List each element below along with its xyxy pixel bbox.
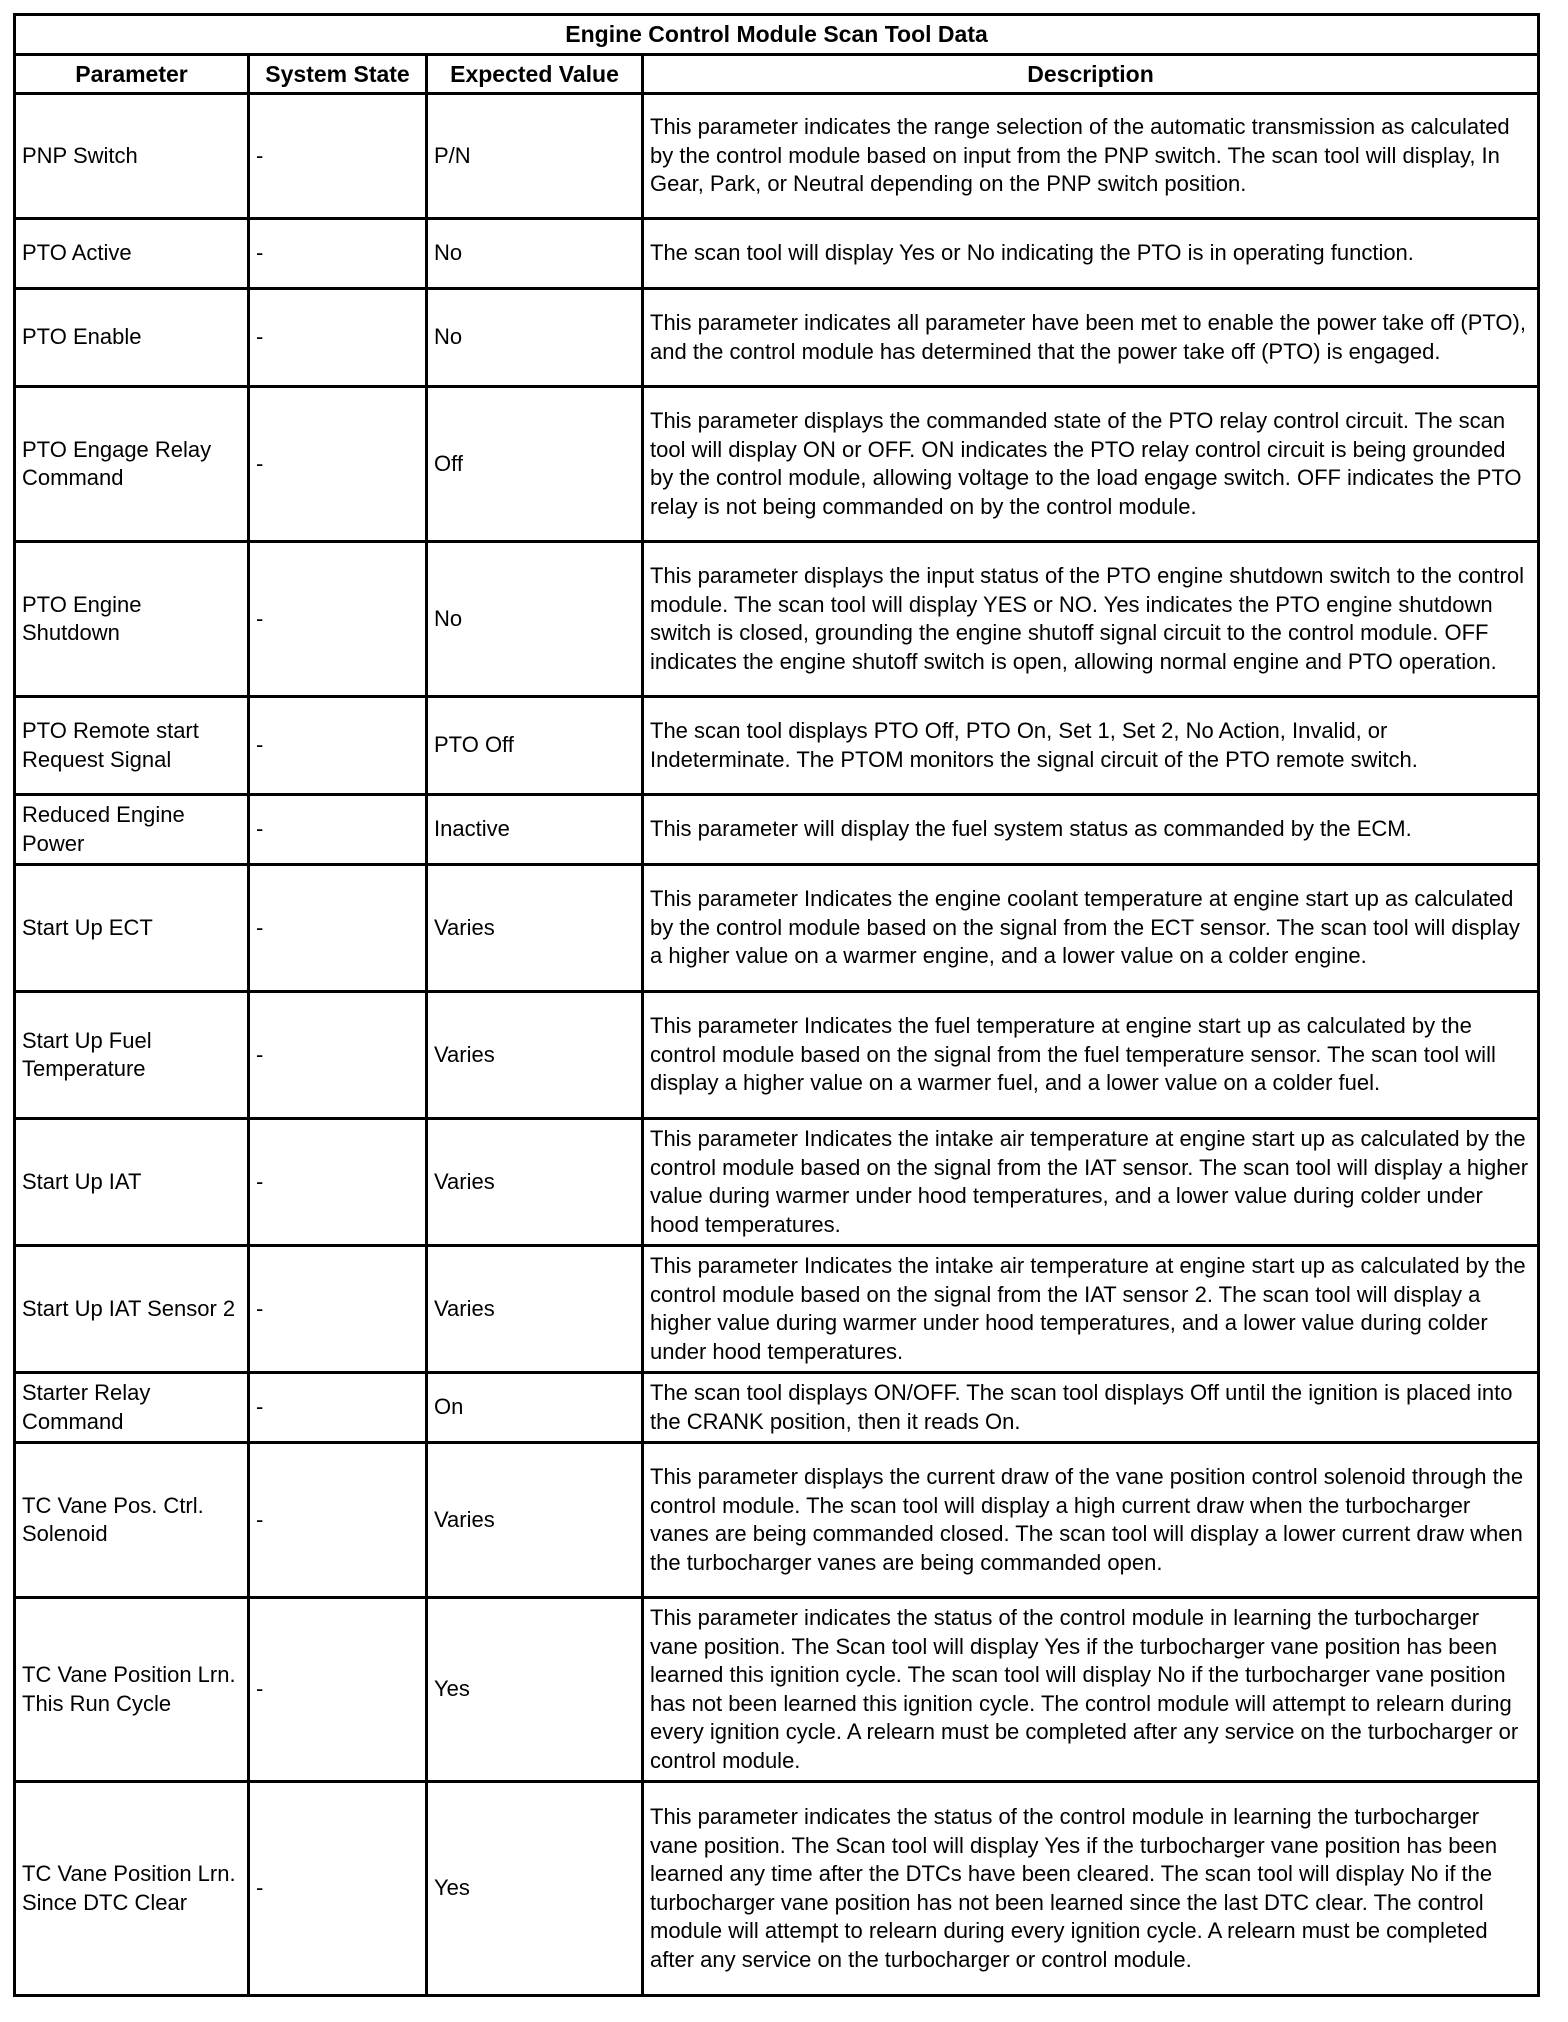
- system-state-cell: -: [249, 1246, 427, 1373]
- table-row: [15, 219, 1539, 289]
- parameter-cell: TC Vane Position Lrn. Since DTC Clear: [15, 1782, 249, 1996]
- description-cell: This parameter indicates the status of the control module in learning the turbocharger vane position. The Scan tool will display Yes if the turbocharger vane position has been learned any time after the DTCs have been cleared. The scan tool will display No if the turbocharger vane position has not been learned since the last DTC clear. The control module will attempt to relearn during every ignition cycle. A relearn must be completed after any service on the turbocharger or control module.: [643, 1782, 1539, 1996]
- header-row: [15, 54, 1539, 94]
- table-row: [15, 94, 1539, 219]
- system-state-cell: -: [249, 1443, 427, 1598]
- expected-value-cell: Off: [427, 387, 643, 542]
- expected-value-cell: Varies: [427, 1119, 643, 1246]
- system-state-cell: -: [249, 1373, 427, 1443]
- parameter-cell: Start Up IAT: [15, 1119, 249, 1246]
- parameter-cell: PTO Engine Shutdown: [15, 542, 249, 697]
- header-system-state: System State: [249, 54, 427, 94]
- table-row: [15, 1119, 1539, 1246]
- system-state-cell: -: [249, 865, 427, 992]
- table-row: [15, 1443, 1539, 1598]
- description-cell: This parameter indicates the status of the control module in learning the turbocharger vane position. The Scan tool will display Yes if the turbocharger vane position has been learned this ignition cycle. The scan tool will display No if the turbocharger vane position has not been learned this ignition cycle. The control module will attempt to relearn during every ignition cycle. A relearn must be completed after any service on the turbocharger or control module.: [643, 1598, 1539, 1782]
- table-row: [15, 992, 1539, 1119]
- parameter-cell: Start Up IAT Sensor 2: [15, 1246, 249, 1373]
- expected-value-cell: No: [427, 289, 643, 387]
- parameter-cell: PTO Active: [15, 219, 249, 289]
- system-state-cell: -: [249, 1598, 427, 1782]
- description-cell: The scan tool displays ON/OFF. The scan tool displays Off until the ignition is placed into the CRANK position, then it reads On.: [643, 1373, 1539, 1443]
- expected-value-cell: Varies: [427, 1246, 643, 1373]
- description-cell: This parameter Indicates the fuel temperature at engine start up as calculated by the control module based on the signal from the fuel temperature sensor. The scan tool will display a higher value on a warmer fuel, and a lower value on a colder fuel.: [643, 992, 1539, 1119]
- description-cell: The scan tool will display Yes or No indicating the PTO is in operating function.: [643, 219, 1539, 289]
- expected-value-cell: On: [427, 1373, 643, 1443]
- parameter-cell: Reduced Engine Power: [15, 795, 249, 865]
- table-row: [15, 542, 1539, 697]
- header-description: Description: [643, 54, 1539, 94]
- parameter-cell: PTO Enable: [15, 289, 249, 387]
- system-state-cell: -: [249, 1782, 427, 1996]
- table-row: [15, 865, 1539, 992]
- parameter-cell: Starter Relay Command: [15, 1373, 249, 1443]
- system-state-cell: -: [249, 1119, 427, 1246]
- expected-value-cell: Inactive: [427, 795, 643, 865]
- parameter-cell: Start Up Fuel Temperature: [15, 992, 249, 1119]
- system-state-cell: -: [249, 289, 427, 387]
- table-row: [15, 289, 1539, 387]
- table-row: [15, 387, 1539, 542]
- system-state-cell: -: [249, 992, 427, 1119]
- expected-value-cell: Yes: [427, 1782, 643, 1996]
- description-cell: This parameter displays the input status of the PTO engine shutdown switch to the control module. The scan tool will display YES or NO. Yes indicates the PTO engine shutdown switch is closed, grounding the engine shutoff signal circuit to the control module. OFF indicates the engine shutoff switch is open, allowing normal engine and PTO operation.: [643, 542, 1539, 697]
- scan-tool-data-table: [13, 13, 1540, 1997]
- expected-value-cell: Yes: [427, 1598, 643, 1782]
- description-cell: This parameter indicates the range selection of the automatic transmission as calculated by the control module based on input from the PNP switch. The scan tool will display, In Gear, Park, or Neutral depending on the PNP switch position.: [643, 94, 1539, 219]
- expected-value-cell: Varies: [427, 1443, 643, 1598]
- system-state-cell: -: [249, 795, 427, 865]
- expected-value-cell: No: [427, 219, 643, 289]
- description-cell: This parameter Indicates the intake air temperature at engine start up as calculated by the control module based on the signal from the IAT sensor. The scan tool will display a higher value during warmer under hood temperatures, and a lower value during colder under hood temperatures.: [643, 1119, 1539, 1246]
- table-row: [15, 1598, 1539, 1782]
- system-state-cell: -: [249, 542, 427, 697]
- table-row: [15, 1246, 1539, 1373]
- table-title: Engine Control Module Scan Tool Data: [15, 15, 1539, 55]
- description-cell: This parameter Indicates the intake air temperature at engine start up as calculated by the control module based on the signal from the IAT sensor 2. The scan tool will display a higher value during warmer under hood temperatures, and a lower value during colder under hood temperatures.: [643, 1246, 1539, 1373]
- header-expected-value: Expected Value: [427, 54, 643, 94]
- parameter-cell: Start Up ECT: [15, 865, 249, 992]
- expected-value-cell: P/N: [427, 94, 643, 219]
- description-cell: This parameter displays the current draw of the vane position control solenoid through the control module. The scan tool will display a high current draw when the turbocharger vanes are being commanded closed. The scan tool will display a lower current draw when the turbocharger vanes are being commanded open.: [643, 1443, 1539, 1598]
- description-cell: This parameter indicates all parameter have been met to enable the power take off (PTO), and the control module has determined that the power take off (PTO) is engaged.: [643, 289, 1539, 387]
- expected-value-cell: No: [427, 542, 643, 697]
- system-state-cell: -: [249, 219, 427, 289]
- expected-value-cell: Varies: [427, 992, 643, 1119]
- description-cell: This parameter will display the fuel system status as commanded by the ECM.: [643, 795, 1539, 865]
- table-title-row: [15, 15, 1539, 55]
- expected-value-cell: Varies: [427, 865, 643, 992]
- expected-value-cell: PTO Off: [427, 697, 643, 795]
- parameter-cell: TC Vane Pos. Ctrl. Solenoid: [15, 1443, 249, 1598]
- parameter-cell: PTO Engage Relay Command: [15, 387, 249, 542]
- system-state-cell: -: [249, 697, 427, 795]
- system-state-cell: -: [249, 387, 427, 542]
- parameter-cell: TC Vane Position Lrn. This Run Cycle: [15, 1598, 249, 1782]
- description-cell: The scan tool displays PTO Off, PTO On, Set 1, Set 2, No Action, Invalid, or Indeterminate. The PTOM monitors the signal circuit of the PTO remote switch.: [643, 697, 1539, 795]
- parameter-cell: PNP Switch: [15, 94, 249, 219]
- table-row: [15, 1782, 1539, 1996]
- header-parameter: Parameter: [15, 54, 249, 94]
- description-cell: This parameter displays the commanded state of the PTO relay control circuit. The scan tool will display ON or OFF. ON indicates the PTO relay control circuit is being grounded by the control module, allowing voltage to the load engage switch. OFF indicates the PTO relay is not being commanded on by the control module.: [643, 387, 1539, 542]
- description-cell: This parameter Indicates the engine coolant temperature at engine start up as calculated by the control module based on the signal from the ECT sensor. The scan tool will display a higher value on a warmer engine, and a lower value on a colder engine.: [643, 865, 1539, 992]
- parameter-cell: PTO Remote start Request Signal: [15, 697, 249, 795]
- system-state-cell: -: [249, 94, 427, 219]
- table-row: [15, 697, 1539, 795]
- table-row: [15, 1373, 1539, 1443]
- table-row: [15, 795, 1539, 865]
